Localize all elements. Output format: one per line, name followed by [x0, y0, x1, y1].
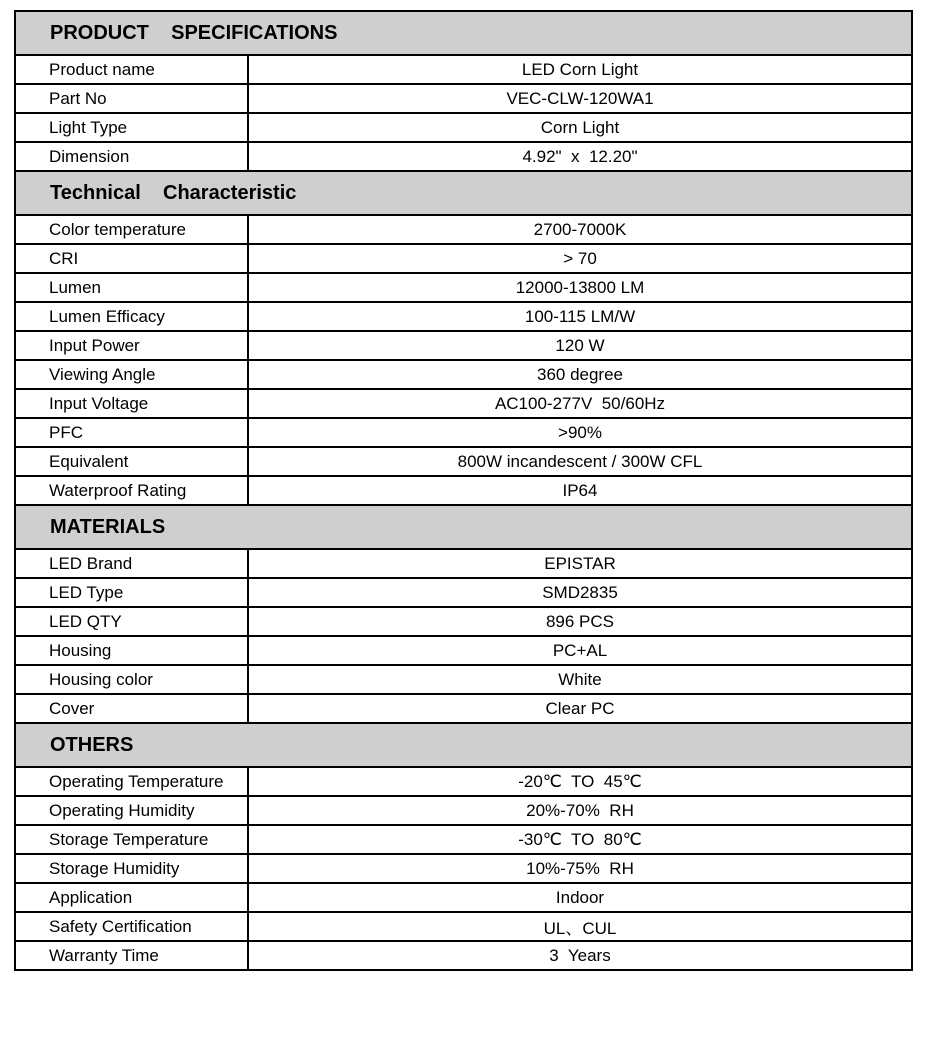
spec-row: [15, 84, 912, 113]
spec-label: Part No: [15, 84, 248, 113]
spec-row: [15, 694, 912, 723]
spec-label: Housing color: [15, 665, 248, 694]
spec-label: PFC: [15, 418, 248, 447]
spec-value: 100-115 LM/W: [248, 302, 912, 331]
spec-row: [15, 244, 912, 273]
spec-row: [15, 113, 912, 142]
spec-label: Application: [15, 883, 248, 912]
spec-row: [15, 331, 912, 360]
section-header-row: [15, 171, 912, 215]
spec-row: [15, 607, 912, 636]
spec-value: >90%: [248, 418, 912, 447]
spec-row: [15, 273, 912, 302]
spec-value: PC+AL: [248, 636, 912, 665]
spec-label: Housing: [15, 636, 248, 665]
spec-label: Dimension: [15, 142, 248, 171]
spec-label: CRI: [15, 244, 248, 273]
spec-row: [15, 825, 912, 854]
spec-value: 2700-7000K: [248, 215, 912, 244]
spec-value: > 70: [248, 244, 912, 273]
spec-label: Warranty Time: [15, 941, 248, 970]
section-header-row: [15, 11, 912, 55]
spec-label: Waterproof Rating: [15, 476, 248, 505]
spec-value: 10%-75% RH: [248, 854, 912, 883]
spec-value: UL、CUL: [248, 912, 912, 941]
spec-row: [15, 447, 912, 476]
spec-row: [15, 302, 912, 331]
spec-label: LED QTY: [15, 607, 248, 636]
section-title: OTHERS: [15, 723, 912, 767]
spec-label: Color temperature: [15, 215, 248, 244]
spec-value: IP64: [248, 476, 912, 505]
spec-row: [15, 476, 912, 505]
spec-label: Viewing Angle: [15, 360, 248, 389]
spec-row: [15, 941, 912, 970]
spec-value: 800W incandescent / 300W CFL: [248, 447, 912, 476]
spec-value: -30℃ TO 80℃: [248, 825, 912, 854]
spec-table: [14, 10, 913, 971]
spec-value: Clear PC: [248, 694, 912, 723]
spec-row: [15, 578, 912, 607]
spec-value: AC100-277V 50/60Hz: [248, 389, 912, 418]
spec-label: Input Power: [15, 331, 248, 360]
spec-row: [15, 854, 912, 883]
section-header-row: [15, 723, 912, 767]
spec-label: Input Voltage: [15, 389, 248, 418]
spec-value: 12000-13800 LM: [248, 273, 912, 302]
spec-row: [15, 883, 912, 912]
spec-row: [15, 549, 912, 578]
spec-label: Equivalent: [15, 447, 248, 476]
spec-value: 4.92" x 12.20": [248, 142, 912, 171]
spec-label: Light Type: [15, 113, 248, 142]
spec-value: Indoor: [248, 883, 912, 912]
section-title: PRODUCT SPECIFICATIONS: [15, 11, 912, 55]
spec-value: -20℃ TO 45℃: [248, 767, 912, 796]
spec-label: Cover: [15, 694, 248, 723]
spec-row: [15, 142, 912, 171]
spec-label: Safety Certification: [15, 912, 248, 941]
spec-row: [15, 215, 912, 244]
spec-value: 360 degree: [248, 360, 912, 389]
spec-value: SMD2835: [248, 578, 912, 607]
spec-label: LED Brand: [15, 549, 248, 578]
spec-label: Storage Humidity: [15, 854, 248, 883]
spec-label: Operating Humidity: [15, 796, 248, 825]
spec-row: [15, 767, 912, 796]
section-title: MATERIALS: [15, 505, 912, 549]
spec-row: [15, 796, 912, 825]
spec-value: Corn Light: [248, 113, 912, 142]
spec-label: Storage Temperature: [15, 825, 248, 854]
spec-label: Operating Temperature: [15, 767, 248, 796]
spec-row: [15, 360, 912, 389]
spec-label: Lumen: [15, 273, 248, 302]
spec-label: LED Type: [15, 578, 248, 607]
spec-row: [15, 665, 912, 694]
spec-row: [15, 636, 912, 665]
spec-row: [15, 55, 912, 84]
spec-value: White: [248, 665, 912, 694]
spec-row: [15, 389, 912, 418]
section-header-row: [15, 505, 912, 549]
spec-value: EPISTAR: [248, 549, 912, 578]
spec-label: Lumen Efficacy: [15, 302, 248, 331]
spec-value: 120 W: [248, 331, 912, 360]
spec-label: Product name: [15, 55, 248, 84]
spec-value: 896 PCS: [248, 607, 912, 636]
section-title: Technical Characteristic: [15, 171, 912, 215]
spec-value: 20%-70% RH: [248, 796, 912, 825]
spec-row: [15, 418, 912, 447]
spec-value: VEC-CLW-120WA1: [248, 84, 912, 113]
spec-value: LED Corn Light: [248, 55, 912, 84]
spec-value: 3 Years: [248, 941, 912, 970]
spec-row: [15, 912, 912, 941]
